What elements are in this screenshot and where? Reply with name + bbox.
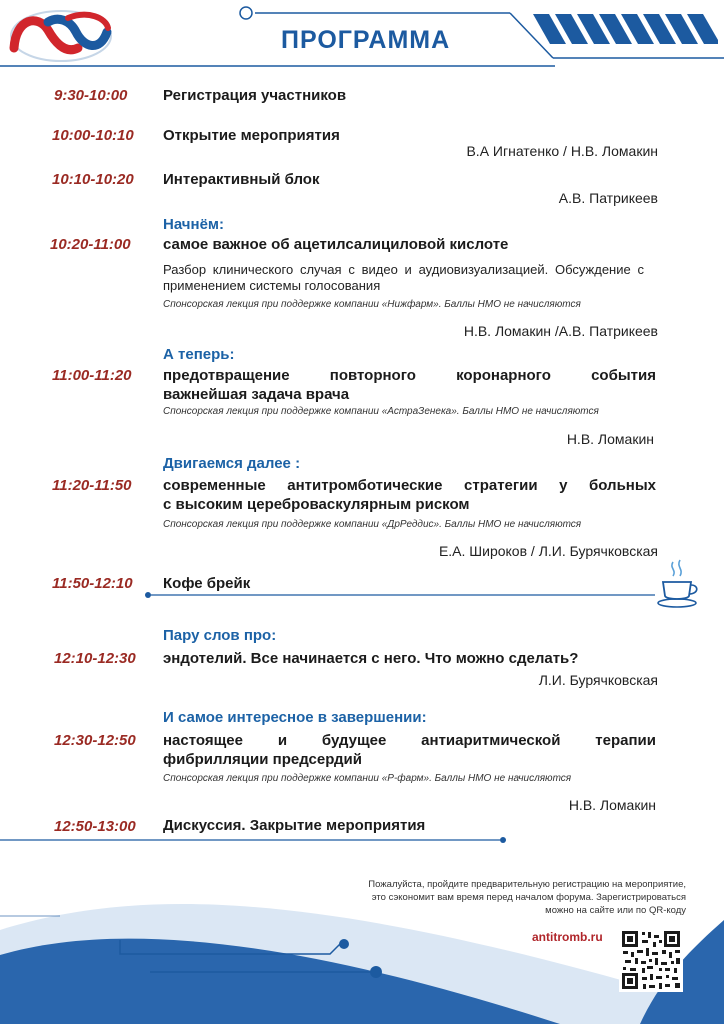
registration-note	[326, 878, 686, 917]
site-link[interactable]: antitromb.ru	[532, 930, 603, 944]
sponsor-note: Спонсорская лекция при поддержке компании «Р-фарм». Баллы НМО не начисляются	[163, 773, 572, 784]
coffee-divider-line	[0, 585, 724, 605]
session-title-line2: с высоким цереброваскулярным риском	[163, 496, 470, 513]
sponsor-note: Спонсорская лекция при поддержке компании «ДрРеддис». Баллы НМО не начисляются	[163, 519, 582, 530]
session-title: эндотелий. Все начинается с него. Что можно сделать?	[163, 650, 579, 667]
time-slot: 12:30-12:50	[54, 732, 136, 749]
session-speaker: Н.В. Ломакин	[566, 431, 654, 447]
session-lead: Пару слов про:	[163, 627, 277, 644]
time-slot: 11:00-11:20	[52, 367, 132, 384]
session-title: Интерактивный блок	[163, 171, 320, 188]
session-title-line1: настоящее и будущее антиаритмической терапии	[163, 732, 656, 749]
sponsor-note: Спонсорская лекция при поддержке компании «Нижфарм». Баллы НМО не начисляются	[163, 299, 581, 310]
registration-note-line: это сэкономит вам время перед началом форума. Зарегистрироваться	[371, 892, 686, 903]
session-title: самое важное об ацетилсалициловой кислоте	[163, 236, 509, 253]
coffee-cup-icon	[655, 558, 701, 610]
time-slot: 10:10-10:20	[52, 171, 134, 188]
session-speaker: Н.В. Ломакин /А.В. Патрикеев	[463, 323, 658, 339]
time-slot: 9:30-10:00	[54, 87, 128, 104]
session-title-line2: фибрилляции предсердий	[163, 751, 362, 768]
qr-code-icon[interactable]	[619, 928, 683, 992]
registration-note-line: Пожалуйста, пройдите предварительную регистрацию на мероприятие,	[368, 879, 686, 890]
session-speaker: Н.В. Ломакин	[568, 797, 656, 813]
session-speaker: В.А Игнатенко / Н.В. Ломакин	[466, 143, 658, 159]
registration-note-line: можно на сайте или по QR-коду	[545, 905, 686, 916]
session-lead: Двигаемся далее :	[163, 455, 301, 472]
time-slot: 10:20-11:00	[50, 236, 131, 253]
page-title: ПРОГРАММА	[281, 26, 451, 54]
session-title: Открытие мероприятия	[163, 127, 340, 144]
session-description: Разбор клинического случая с видео и аудиовизуализацией. Обсуждение с применением системы голосования	[163, 262, 644, 293]
session-title: Дискуссия. Закрытие мероприятия	[163, 817, 426, 834]
session-title-line2: важнейшая задача врача	[163, 386, 350, 403]
closing-divider-line	[0, 830, 724, 850]
session-speaker: А.В. Патрикеев	[558, 190, 658, 206]
session-title-line1: предотвращение повторного коронарного события	[163, 367, 656, 384]
session-speaker: Е.А. Широков / Л.И. Бурячковская	[438, 543, 658, 559]
session-title: Кофе брейк	[163, 575, 251, 592]
time-slot: 12:50-13:00	[54, 818, 136, 835]
time-slot: 11:50-12:10	[52, 575, 133, 592]
time-slot: 10:00-10:10	[52, 127, 134, 144]
time-slot: 11:20-11:50	[52, 477, 132, 494]
session-lead: И самое интересное в завершении:	[163, 709, 427, 726]
session-speaker: Л.И. Бурячковская	[538, 672, 658, 688]
time-slot: 12:10-12:30	[54, 650, 136, 667]
session-lead: А теперь:	[163, 346, 235, 363]
session-lead: Начнём:	[163, 216, 225, 233]
session-title-line1: современные антитромботические стратегии у больных	[163, 477, 656, 494]
sponsor-note: Спонсорская лекция при поддержке компании «АстраЗенека». Баллы НМО не начисляются	[163, 406, 599, 417]
session-title: Регистрация участников	[163, 87, 347, 104]
